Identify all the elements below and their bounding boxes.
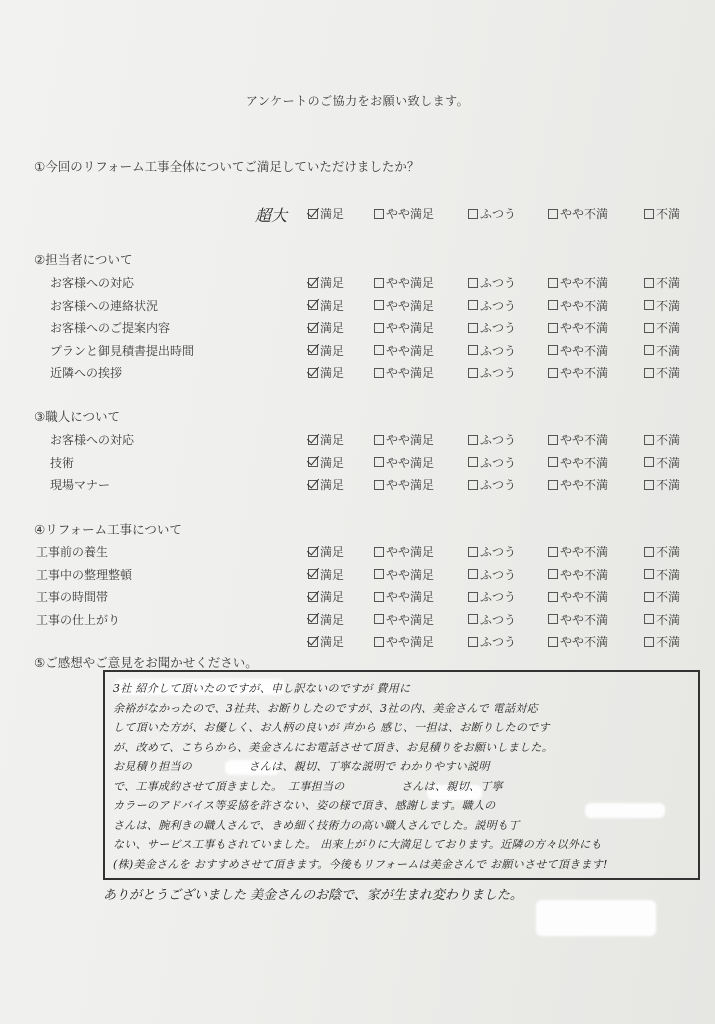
redaction: [536, 900, 656, 936]
option-2[interactable]: [468, 611, 516, 628]
option-label: やや満足: [386, 567, 435, 582]
option-label: ふつう: [480, 321, 517, 335]
option-1[interactable]: [374, 297, 434, 314]
option-label: やや満足: [386, 635, 435, 649]
option-label: やや満足: [386, 612, 435, 627]
checkbox[interactable]: [644, 209, 654, 219]
option-2[interactable]: [468, 364, 516, 381]
checkbox[interactable]: [548, 614, 558, 624]
comment-line: 3社 紹介して頂いたのですが、申し訳ないのですが 費用に: [113, 682, 411, 695]
option-label: ふつう: [480, 276, 517, 290]
checkbox[interactable]: [468, 435, 478, 445]
option-3[interactable]: [548, 297, 608, 314]
checkbox[interactable]: [308, 368, 318, 378]
option-3[interactable]: [548, 205, 608, 222]
option-3[interactable]: [548, 588, 608, 605]
option-label: 満足: [320, 321, 345, 335]
checkbox[interactable]: [548, 435, 558, 445]
option-label: 不満: [656, 478, 681, 492]
rating-row-label: お客様への連絡状況: [50, 298, 159, 313]
option-label: ふつう: [480, 343, 517, 358]
comment-line: お見積り担当の さんは、親切、丁寧な説明で わかりやすい説明: [113, 760, 490, 773]
checkbox[interactable]: [308, 323, 318, 333]
option-label: やや不満: [560, 343, 609, 358]
option-label: 不満: [656, 366, 681, 380]
comment-line: が、改めて、こちらから、美金さんにお電話させて頂き、お見積りをお願いしました。: [113, 740, 554, 754]
option-label: やや満足: [386, 366, 435, 380]
option-0[interactable]: [308, 364, 344, 381]
option-1[interactable]: [374, 319, 434, 336]
option-1[interactable]: [374, 633, 434, 650]
option-label: ふつう: [480, 567, 517, 582]
option-label: 満足: [320, 635, 345, 649]
option-label: 満足: [320, 207, 345, 221]
option-3[interactable]: [548, 566, 608, 583]
option-2[interactable]: [468, 297, 516, 314]
checkbox[interactable]: [308, 592, 318, 602]
option-label: 不満: [656, 298, 681, 313]
option-label: やや満足: [386, 545, 435, 559]
checkbox[interactable]: [468, 278, 478, 288]
option-label: やや不満: [560, 567, 609, 582]
option-1[interactable]: [374, 543, 434, 560]
checkbox[interactable]: [548, 547, 558, 557]
checkbox[interactable]: [548, 637, 558, 647]
checkbox[interactable]: [374, 569, 384, 579]
option-1[interactable]: [374, 364, 434, 381]
option-2[interactable]: [468, 431, 516, 448]
option-label: やや不満: [560, 207, 609, 221]
rating-row: [0, 566, 715, 582]
option-2[interactable]: [468, 633, 516, 650]
checkbox[interactable]: [644, 457, 654, 467]
checkbox[interactable]: [374, 457, 384, 467]
rating-row: [0, 342, 715, 358]
option-label: ふつう: [480, 298, 517, 313]
option-3[interactable]: [548, 454, 608, 471]
rating-row-label: 技術: [50, 455, 75, 470]
checkbox[interactable]: [374, 278, 384, 288]
option-0[interactable]: [308, 588, 344, 605]
checkbox[interactable]: [548, 209, 558, 219]
option-4[interactable]: [644, 566, 680, 583]
option-label: やや不満: [560, 635, 609, 649]
option-3[interactable]: [548, 633, 608, 650]
option-label: ふつう: [480, 455, 517, 470]
option-label: ふつう: [480, 433, 517, 447]
section-work-label: ④リフォーム工事について: [34, 522, 182, 537]
option-label: 不満: [656, 567, 681, 582]
checkbox[interactable]: [644, 300, 654, 310]
option-0[interactable]: [308, 476, 344, 493]
question-5-label: ⑤ご感想やご意見をお聞かせください。: [34, 655, 258, 670]
checkbox[interactable]: [644, 435, 654, 445]
option-4[interactable]: [644, 297, 680, 314]
option-2[interactable]: [468, 454, 516, 471]
option-label: 不満: [656, 321, 681, 335]
rating-row: [0, 543, 715, 559]
option-label: やや満足: [386, 276, 435, 290]
rating-row-label: プランと御見積書提出時間: [50, 343, 195, 358]
option-2[interactable]: [468, 274, 516, 291]
checkbox[interactable]: [374, 435, 384, 445]
checkbox[interactable]: [374, 547, 384, 557]
option-label: 満足: [320, 455, 345, 470]
option-3[interactable]: [548, 274, 608, 291]
option-2[interactable]: [468, 205, 516, 222]
option-2[interactable]: [468, 476, 516, 493]
checkbox[interactable]: [468, 569, 478, 579]
option-3[interactable]: [548, 431, 608, 448]
rating-row-label: 工事中の整理整頓: [36, 567, 133, 582]
option-0[interactable]: [308, 342, 344, 359]
option-label: やや不満: [560, 276, 609, 290]
option-label: やや満足: [386, 455, 435, 470]
rating-row: [0, 364, 715, 380]
option-2[interactable]: [468, 342, 516, 359]
comment-line: ない、サービス工事もされていました。 出来上がりに大満足しております。近隣の方々以外にも: [113, 838, 602, 851]
checkbox[interactable]: [308, 345, 318, 355]
option-2[interactable]: [468, 566, 516, 583]
rating-row: [0, 297, 715, 313]
option-label: 不満: [656, 590, 681, 604]
option-label: やや不満: [560, 478, 609, 492]
option-4[interactable]: [644, 205, 680, 222]
option-1[interactable]: [374, 454, 434, 471]
rating-row: [0, 633, 715, 649]
option-label: やや不満: [560, 455, 609, 470]
checkbox[interactable]: [374, 614, 384, 624]
option-4[interactable]: [644, 431, 680, 448]
option-label: やや満足: [386, 207, 435, 221]
checkbox[interactable]: [374, 592, 384, 602]
option-label: 満足: [320, 590, 345, 604]
option-4[interactable]: [644, 364, 680, 381]
option-label: やや不満: [560, 612, 609, 627]
rating-row: [0, 274, 715, 290]
checkbox[interactable]: [468, 345, 478, 355]
option-label: 不満: [656, 433, 681, 447]
checkbox[interactable]: [644, 547, 654, 557]
option-label: 満足: [320, 276, 345, 290]
option-label: やや不満: [560, 590, 609, 604]
checkbox[interactable]: [308, 435, 318, 445]
checkbox[interactable]: [308, 637, 318, 647]
checkbox[interactable]: [468, 323, 478, 333]
checkbox[interactable]: [468, 457, 478, 467]
checkbox[interactable]: [308, 457, 318, 467]
option-4[interactable]: [644, 342, 680, 359]
checkbox[interactable]: [468, 637, 478, 647]
option-label: ふつう: [480, 366, 517, 380]
option-1[interactable]: [374, 476, 434, 493]
checkbox[interactable]: [308, 569, 318, 579]
option-2[interactable]: [468, 588, 516, 605]
option-label: やや不満: [560, 433, 609, 447]
checkbox[interactable]: [644, 480, 654, 490]
option-label: 不満: [656, 455, 681, 470]
option-label: ふつう: [480, 635, 517, 649]
comment-line: カラーのアドバイス等妥協を許さない、姿の様で頂き、感謝します。職人の: [113, 799, 496, 812]
rating-row: [0, 319, 715, 335]
option-label: やや不満: [560, 321, 609, 335]
handwritten-note: 超大: [255, 206, 288, 225]
checkbox[interactable]: [644, 323, 654, 333]
option-0[interactable]: [308, 454, 344, 471]
option-label: 不満: [656, 635, 681, 649]
checkbox[interactable]: [548, 345, 558, 355]
checkbox[interactable]: [468, 480, 478, 490]
option-label: ふつう: [480, 207, 517, 221]
comment-line: で、工事成約させて頂きました。 工事担当の さんは、親切、丁寧: [113, 779, 503, 793]
option-1[interactable]: [374, 431, 434, 448]
option-label: 不満: [656, 276, 681, 290]
checkbox[interactable]: [374, 637, 384, 647]
option-4[interactable]: [644, 611, 680, 628]
option-1[interactable]: [374, 611, 434, 628]
checkbox[interactable]: [308, 278, 318, 288]
checkbox[interactable]: [308, 480, 318, 490]
checkbox[interactable]: [374, 368, 384, 378]
option-2[interactable]: [468, 319, 516, 336]
checkbox[interactable]: [548, 368, 558, 378]
checkbox[interactable]: [644, 592, 654, 602]
checkbox[interactable]: [468, 300, 478, 310]
checkbox[interactable]: [374, 300, 384, 310]
checkbox[interactable]: [374, 480, 384, 490]
rating-row-q1: [0, 205, 715, 221]
option-label: やや満足: [386, 478, 435, 492]
comment-line: 余裕がなかったので、3社共、お断りしたのですが、3社の内、美金さんで 電話対応: [113, 701, 538, 715]
rating-row-label: 工事前の養生: [36, 545, 109, 559]
option-label: 満足: [320, 433, 345, 447]
option-0[interactable]: [308, 611, 344, 628]
option-label: やや満足: [386, 590, 435, 604]
option-0[interactable]: [308, 431, 344, 448]
checkbox[interactable]: [468, 614, 478, 624]
option-label: 満足: [320, 567, 345, 582]
option-1[interactable]: [374, 566, 434, 583]
checkbox[interactable]: [308, 209, 318, 219]
rating-row: [0, 611, 715, 627]
comment-line: さんは、腕利きの職人さんで、きめ細く技術力の高い職人さんでした。説明も丁: [113, 818, 520, 832]
option-0[interactable]: [308, 205, 344, 222]
checkbox[interactable]: [308, 547, 318, 557]
option-0[interactable]: [308, 633, 344, 650]
option-label: やや満足: [386, 321, 435, 335]
checkbox[interactable]: [644, 569, 654, 579]
option-1[interactable]: [374, 274, 434, 291]
option-label: ふつう: [480, 478, 517, 492]
checkbox[interactable]: [548, 569, 558, 579]
option-0[interactable]: [308, 297, 344, 314]
checkbox[interactable]: [548, 480, 558, 490]
option-0[interactable]: [308, 543, 344, 560]
option-3[interactable]: [548, 611, 608, 628]
option-label: 不満: [656, 612, 681, 627]
option-4[interactable]: [644, 319, 680, 336]
option-label: ふつう: [480, 612, 517, 627]
checkbox[interactable]: [468, 547, 478, 557]
rating-row: [0, 431, 715, 447]
comment-line: して頂いた方が、お優しく、お人柄の良いが 声から 感じ、一担は、お断りしたのです: [113, 721, 550, 734]
option-4[interactable]: [644, 454, 680, 471]
option-label: 不満: [656, 343, 681, 358]
comment-line: (株)美金さんを おすすめさせて頂きます。今後もリフォームは美金さんで お願いさせて頂きます!: [113, 857, 608, 871]
option-4[interactable]: [644, 476, 680, 493]
checkbox[interactable]: [548, 278, 558, 288]
option-3[interactable]: [548, 342, 608, 359]
option-label: ふつう: [480, 545, 517, 559]
section-craftsmen-label: ③職人について: [34, 409, 120, 424]
option-3[interactable]: [548, 476, 608, 493]
rating-row: [0, 476, 715, 492]
rating-row-label: お客様への対応: [50, 276, 135, 290]
option-label: ふつう: [480, 590, 517, 604]
checkbox[interactable]: [548, 300, 558, 310]
checkbox[interactable]: [374, 323, 384, 333]
checkbox[interactable]: [644, 614, 654, 624]
option-label: 満足: [320, 343, 345, 358]
checkbox[interactable]: [374, 345, 384, 355]
page-title: アンケートのご協力をお願い致します。: [245, 94, 470, 108]
option-3[interactable]: [548, 319, 608, 336]
option-label: やや不満: [560, 545, 609, 559]
closing-handwritten-note: ありがとうございました 美金さんのお陰で、家が生まれ変わりました。: [103, 888, 523, 903]
checkbox[interactable]: [644, 278, 654, 288]
rating-row-label: お客様への対応: [50, 433, 135, 447]
option-label: 不満: [656, 545, 681, 559]
checkbox[interactable]: [548, 457, 558, 467]
option-label: やや不満: [560, 298, 609, 313]
checkbox[interactable]: [308, 300, 318, 310]
option-1[interactable]: [374, 342, 434, 359]
checkbox[interactable]: [644, 345, 654, 355]
rating-row: [0, 588, 715, 604]
option-label: やや満足: [386, 433, 435, 447]
option-label: 不満: [656, 207, 681, 221]
option-label: やや満足: [386, 298, 435, 313]
option-4[interactable]: [644, 588, 680, 605]
question-1-label: ①今回のリフォーム工事全体についてご満足していただけましたか？: [34, 159, 420, 174]
rating-row-label: 工事の仕上がり: [36, 612, 121, 627]
rating-row-label: 工事の時間帯: [36, 590, 109, 604]
option-label: やや不満: [560, 366, 609, 380]
option-4[interactable]: [644, 543, 680, 560]
option-4[interactable]: [644, 633, 680, 650]
option-label: 満足: [320, 366, 345, 380]
option-3[interactable]: [548, 364, 608, 381]
comment-box: [103, 670, 700, 880]
option-0[interactable]: [308, 566, 344, 583]
rating-row-label: 現場マナー: [50, 478, 111, 492]
checkbox[interactable]: [548, 592, 558, 602]
option-0[interactable]: [308, 274, 344, 291]
option-label: 満足: [320, 612, 345, 627]
option-label: やや満足: [386, 343, 435, 358]
option-1[interactable]: [374, 588, 434, 605]
checkbox[interactable]: [308, 614, 318, 624]
rating-row-label: 近隣への挨拶: [50, 366, 123, 380]
checkbox[interactable]: [468, 368, 478, 378]
rating-row-label: お客様へのご提案内容: [50, 321, 171, 335]
checkbox[interactable]: [374, 209, 384, 219]
option-label: 満足: [320, 478, 345, 492]
rating-row: [0, 454, 715, 470]
checkbox[interactable]: [644, 368, 654, 378]
checkbox[interactable]: [644, 637, 654, 647]
checkbox[interactable]: [548, 323, 558, 333]
option-0[interactable]: [308, 319, 344, 336]
checkbox[interactable]: [468, 209, 478, 219]
option-2[interactable]: [468, 543, 516, 560]
option-label: 満足: [320, 545, 345, 559]
option-4[interactable]: [644, 274, 680, 291]
option-1[interactable]: [374, 205, 434, 222]
checkbox[interactable]: [468, 592, 478, 602]
option-label: 満足: [320, 298, 345, 313]
section-staff-label: ②担当者について: [34, 252, 133, 267]
option-3[interactable]: [548, 543, 608, 560]
